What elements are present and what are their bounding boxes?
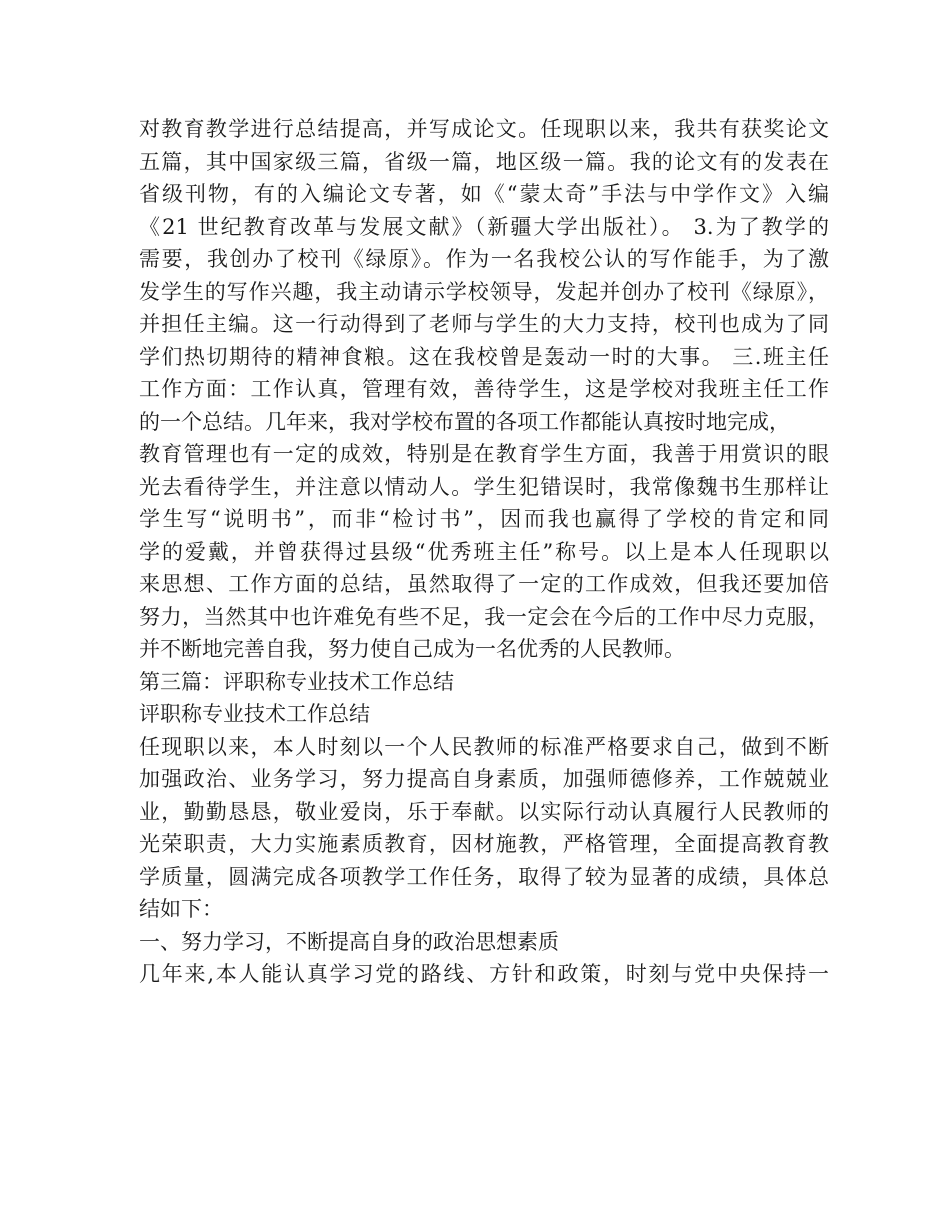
text-line: 几年来,本人能认真学习党的路线、方针和政策，时刻与党中央保持一: [139, 962, 829, 986]
text-line: 学生写“说明书”，而非“检讨书”，因而我也赢得了学校的肯定和同: [139, 507, 829, 531]
text-line: 结如下：: [139, 897, 223, 921]
text-line: 工作方面：工作认真，管理有效，善待学生，这是学校对我班主任工作: [139, 377, 829, 401]
text-line: 对教育教学进行总结提高，并写成论文。任现职以来，我共有获奖论文: [139, 117, 829, 141]
text-line: 努力，当然其中也许难免有些不足，我一定会在今后的工作中尽力克服，: [139, 604, 829, 629]
text-line: 《21 世纪教育改革与发展文献》（新疆大学出版社）。 3.为了教学的: [139, 214, 829, 239]
text-line: 并担任主编。这一行动得到了老师与学生的大力支持，校刊也成为了同: [139, 312, 829, 336]
text-line: 学的爱戴，并曾获得过县级“优秀班主任”称号。以上是本人任现职以: [139, 539, 829, 564]
document-title: 评职称专业技术工作总结: [139, 702, 370, 726]
text-line: 光去看待学生，并注意以情动人。学生犯错误时，我常像魏书生那样让: [139, 474, 829, 499]
text-line: 业，勤勤恳恳，敬业爱岗，乐于奉献。以实际行动认真履行人民教师的: [139, 799, 829, 824]
text-line: 省级刊物，有的入编论文专著，如《“蒙太奇”手法与中学作文》入编: [139, 182, 829, 206]
text-line: 学们热切期待的精神食粮。这在我校曾是轰动一时的大事。 三.班主任: [139, 344, 829, 369]
text-line: 教育管理也有一定的成效，特别是在教育学生方面，我善于用赏识的眼: [139, 442, 829, 466]
text-line: 光荣职责，大力实施素质教育，因材施教，严格管理，全面提高教育教: [139, 832, 829, 856]
text-line: 发学生的写作兴趣，我主动请示学校领导，发起并创办了校刊《绿原》，: [139, 279, 829, 304]
text-line: 并不断地完善自我，努力使自己成为一名优秀的人民教师。: [139, 637, 685, 661]
text-line: 加强政治、业务学习，努力提高自身素质，加强师德修养，工作兢兢业: [139, 767, 829, 791]
document-page: [139, 113, 829, 991]
section-heading: 第三篇：评职称专业技术工作总结: [139, 669, 454, 694]
text-line: 的一个总结。几年来，我对学校布置的各项工作都能认真按时地完成，: [139, 409, 790, 434]
text-line: 任现职以来，本人时刻以一个人民教师的标准严格要求自己，做到不断: [139, 734, 829, 759]
subsection-heading: 一、努力学习，不断提高自身的政治思想素质: [139, 929, 559, 954]
text-line: 来思想、工作方面的总结，虽然取得了一定的工作成效，但我还要加倍: [139, 572, 829, 596]
text-line: 五篇，其中国家级三篇，省级一篇，地区级一篇。我的论文有的发表在: [139, 149, 829, 174]
text-line: 需要，我创办了校刊《绿原》。作为一名我校公认的写作能手，为了激: [139, 247, 829, 271]
text-line: 学质量，圆满完成各项教学工作任务，取得了较为显著的成绩，具体总: [139, 864, 829, 889]
